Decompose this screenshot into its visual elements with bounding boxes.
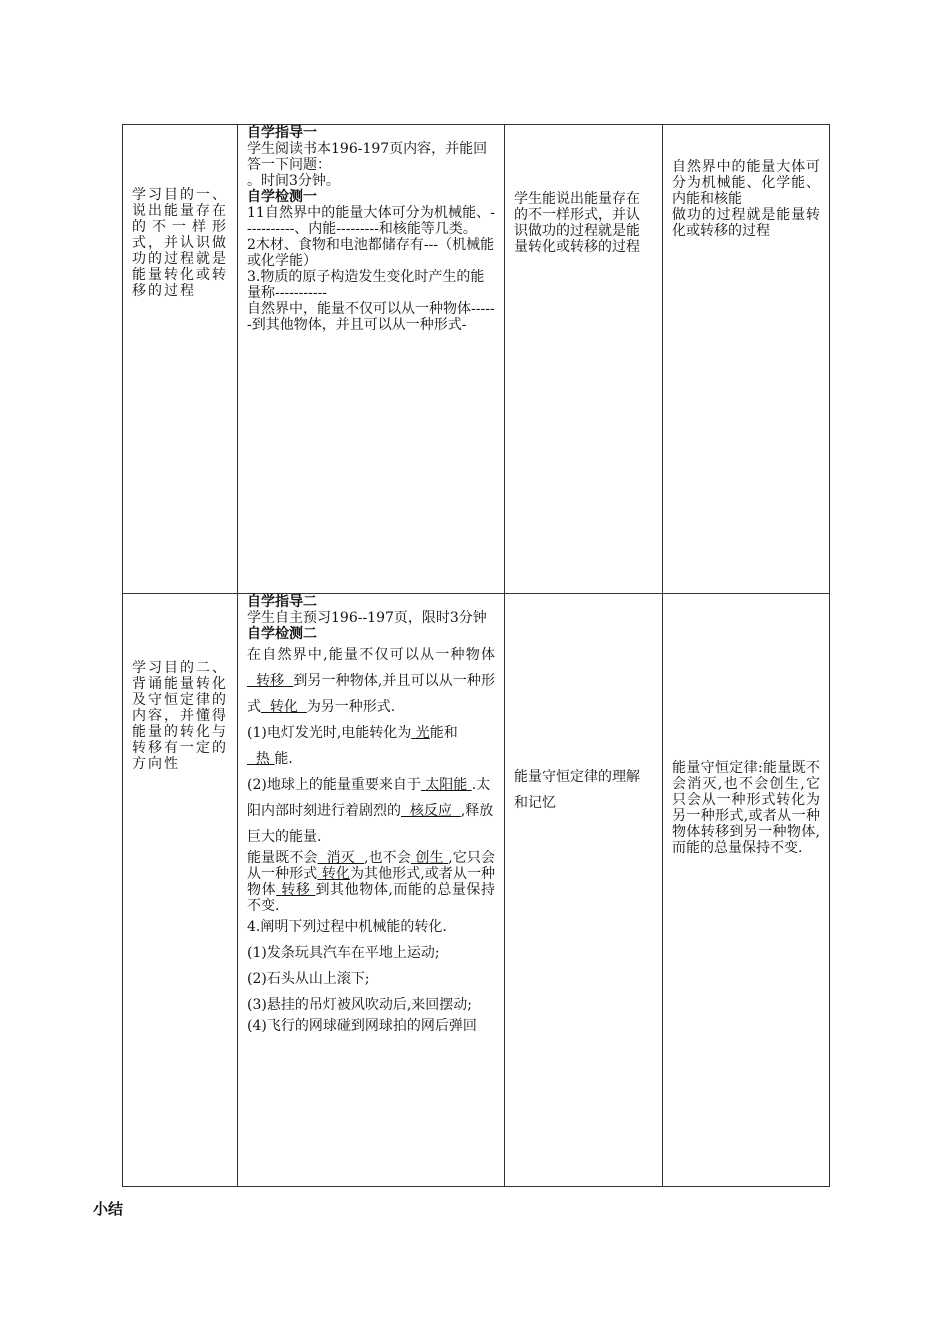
sub-question-1: (1)发条玩具汽车在平地上运动; [247, 945, 440, 961]
paragraph-conservation: 能量既不会 消灭 ,也不会 创生 ,它只会从一种形式 转化为其他形式,或者从一种物体 转移 到其他物体,而能的总量保持不变. [247, 850, 496, 914]
objective-cell [123, 125, 238, 594]
table-row [123, 594, 830, 1187]
guide-text: 学生自主预习196--197页，限时3分钟 [247, 610, 487, 626]
question-2: 2木材、食物和电池都储存有---（机械能或化学能） [247, 237, 495, 269]
answer-blank: 消灭 [326, 850, 355, 866]
objective-text: 学习目的一、说出能量存在的不一样形式，并认识做功的过程就是能量转化或转移的过程 [132, 187, 228, 299]
lesson-table [122, 124, 830, 1187]
goal-cell [505, 125, 663, 594]
answer-blank: 转化 [269, 699, 298, 715]
paragraph-lamp: (1)电灯发光时,电能转化为 光能和 热 能. [247, 725, 458, 767]
key-point-text-b: 做功的过程就是能量转化或转移的过程 [672, 207, 820, 239]
self-study-cell [238, 125, 505, 594]
key-point-cell [663, 594, 830, 1187]
answer-blank: 转化 [321, 866, 350, 882]
key-point-text-a: 自然界中的能量大体可分为机械能、化学能、内能和核能 [672, 159, 820, 207]
question-mechanical-energy: 4.阐明下列过程中机械能的转化. [247, 919, 447, 935]
check-title: 自学检测二 [247, 626, 317, 642]
paragraph-sun: (2)地球上的能量重要来自于 太阳能 .太阳内部时刻进行着剧烈的 核反应 ,释放巨大的能量. [247, 777, 494, 845]
guide-title: 自学指导一 [247, 125, 317, 141]
guide-title: 自学指导二 [247, 594, 317, 610]
sub-question-4: (4)飞行的网球碰到网球拍的网后弹回 [247, 1018, 477, 1034]
question-1: 11自然界中的能量大体可分为机械能、-----------、内能---------和核能等几类。 [247, 205, 495, 237]
objective-cell [123, 594, 238, 1187]
question-3: 3.物质的原子构造发生变化时产生的能量称----------- [247, 269, 485, 301]
answer-blank: 转移 [256, 673, 285, 689]
answer-blank: 太阳能 [425, 777, 468, 793]
guide-text: 学生阅读书本196-197页内容，并能回答一下问题： [247, 141, 488, 173]
guide-time: 。时间3分钟。 [247, 173, 340, 189]
answer-blank: 热 [255, 751, 270, 767]
paragraph-energy-transfer: 在自然界中,能量不仅可以从一种物体 转移 到另一种物体,并且可以从一种形式 转化 为另一种形式. [247, 647, 496, 715]
summary-heading: 小结 [93, 1200, 124, 1218]
answer-blank: 光 [415, 725, 430, 741]
table-row [123, 125, 830, 594]
answer-blank: 转移 [281, 882, 311, 898]
goal-text: 学生能说出能量存在的不一样形式，并认识做功的过程就是能量转化或转移的过程 [514, 191, 640, 255]
goal-text: 能量守恒定律的理解和记忆 [514, 769, 640, 811]
goal-cell [505, 594, 663, 1187]
answer-blank: 核反应 [409, 803, 452, 819]
objective-text: 学习目的二、背诵能量转化及守恒定律的内容，并懂得能量的转化与转移有一定的方向性 [132, 660, 228, 772]
sub-question-2: (2)石头从山上滚下; [247, 971, 370, 987]
key-point-text: 能量守恒定律:能量既不会消灭,也不会创生,它只会从一种形式转化为另一种形式,或者从一种物体转移到另一种物体,而能的总量保持不变. [672, 760, 820, 856]
check-title: 自学检测一 [247, 189, 317, 205]
answer-blank: 创生 [415, 850, 444, 866]
question-4: 自然界中，能量不仅可以从一种物体------到其他物体，并且可以从一种形式- [247, 301, 495, 333]
key-point-cell [663, 125, 830, 594]
self-study-cell [238, 594, 505, 1187]
sub-question-3: (3)悬挂的吊灯被风吹动后,来回摆动; [247, 997, 472, 1013]
